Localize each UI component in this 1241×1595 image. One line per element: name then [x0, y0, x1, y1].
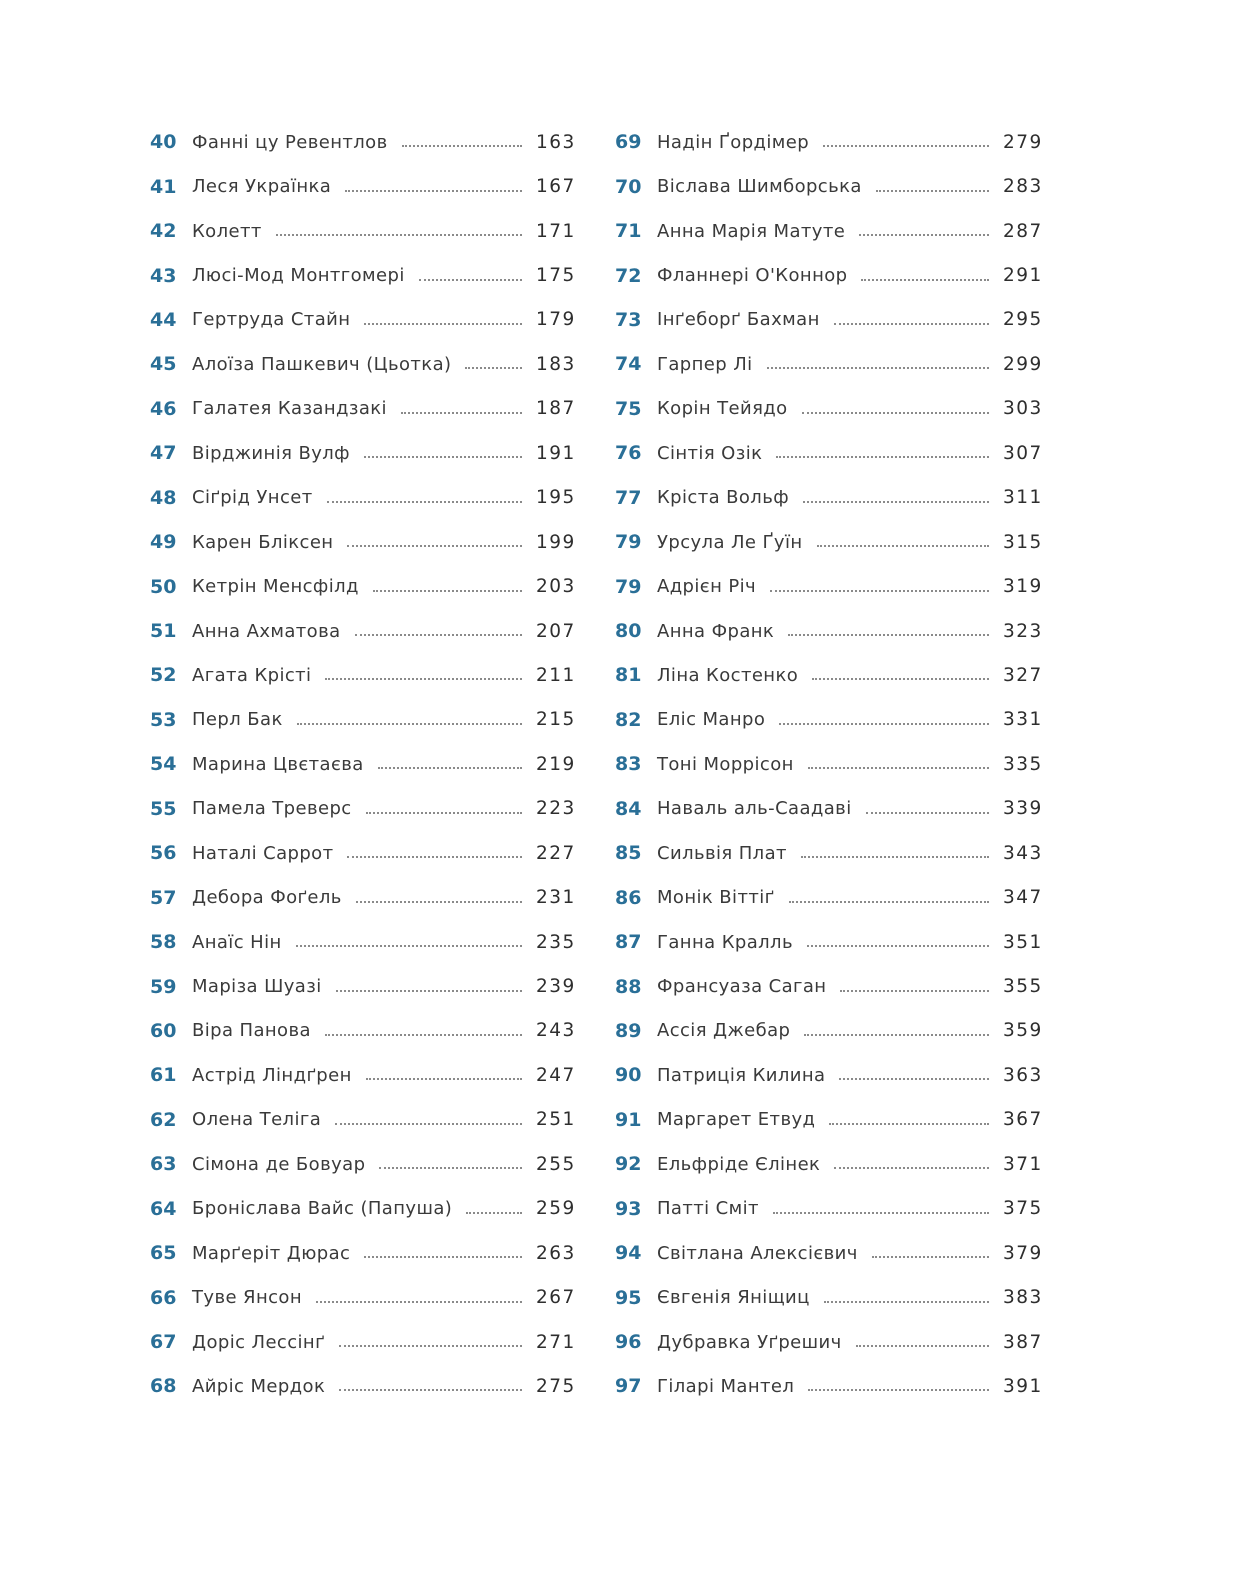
entry-number: 74	[615, 353, 642, 376]
entry-title: Памела Треверс	[192, 798, 352, 820]
entry-page: 191	[536, 442, 576, 464]
entry-title: Ліна Костенко	[657, 664, 799, 686]
entry-title: Сильвія Плат	[657, 842, 787, 864]
entry-title: Фланнері О'Коннор	[657, 265, 848, 287]
entry-number: 45	[150, 353, 177, 376]
dot-leader	[859, 234, 989, 236]
entry-number: 86	[615, 886, 642, 909]
entry-number: 76	[615, 442, 642, 465]
entry-page: 383	[1003, 1287, 1043, 1309]
toc-entry[interactable]	[150, 698, 576, 742]
entry-page: 335	[1003, 753, 1043, 775]
entry-number: 41	[150, 175, 177, 198]
entry-number: 43	[150, 264, 177, 287]
entry-title: Галатея Казандзакі	[192, 398, 387, 420]
entry-title: Світлана Алексієвич	[657, 1242, 858, 1264]
dot-leader	[804, 1034, 989, 1036]
entry-number: 60	[150, 1019, 177, 1042]
entry-number: 55	[150, 797, 177, 820]
entry-page: 223	[536, 798, 576, 820]
dot-leader	[347, 545, 522, 547]
toc-entry[interactable]	[615, 1320, 1043, 1364]
toc-entry[interactable]	[150, 1187, 576, 1231]
entry-page: 207	[536, 620, 576, 642]
entry-title: Віслава Шимборська	[657, 176, 862, 198]
dot-leader	[767, 367, 989, 369]
entry-number: 79	[615, 531, 642, 554]
entry-number: 82	[615, 708, 642, 731]
entry-page: 187	[536, 398, 576, 420]
entry-number: 65	[150, 1242, 177, 1265]
dot-leader	[364, 323, 522, 325]
entry-title: Наваль аль-Саадаві	[657, 798, 852, 820]
dot-leader	[401, 412, 522, 414]
dot-leader	[345, 190, 522, 192]
dot-leader	[801, 856, 989, 858]
toc-entry[interactable]	[615, 1231, 1043, 1275]
entry-title: Перл Бак	[192, 709, 283, 731]
entry-page: 271	[536, 1331, 576, 1353]
toc-entry[interactable]	[615, 1187, 1043, 1231]
dot-leader	[364, 456, 522, 458]
entry-page: 199	[536, 531, 576, 553]
dot-leader	[339, 1389, 522, 1391]
entry-page: 263	[536, 1242, 576, 1264]
dot-leader	[419, 279, 522, 281]
toc-entry[interactable]	[615, 609, 1043, 653]
entry-title: Франсуаза Саган	[657, 976, 827, 998]
dot-leader	[465, 367, 522, 369]
table-of-contents	[150, 120, 1043, 1409]
entry-title: Карен Бліксен	[192, 531, 334, 553]
entry-number: 40	[150, 131, 177, 154]
toc-entry[interactable]	[150, 742, 576, 786]
entry-page: 355	[1003, 976, 1043, 998]
entry-title: Євгенія Яніщиц	[657, 1287, 810, 1309]
toc-entry[interactable]	[615, 964, 1043, 1008]
toc-entry[interactable]	[615, 1053, 1043, 1097]
dot-leader	[325, 678, 522, 680]
toc-entry[interactable]	[150, 164, 576, 208]
dot-leader	[803, 501, 989, 503]
toc-entry[interactable]	[150, 875, 576, 919]
entry-title: Айріс Мердок	[192, 1375, 326, 1397]
dot-leader	[402, 145, 522, 147]
dot-leader	[866, 812, 989, 814]
entry-page: 247	[536, 1064, 576, 1086]
entry-page: 179	[536, 309, 576, 331]
toc-entry[interactable]	[615, 1275, 1043, 1319]
dot-leader	[808, 767, 989, 769]
entry-number: 84	[615, 797, 642, 820]
toc-entry[interactable]	[615, 698, 1043, 742]
toc-entry[interactable]	[150, 520, 576, 564]
dot-leader	[366, 812, 522, 814]
toc-entry[interactable]	[615, 431, 1043, 475]
entry-page: 231	[536, 887, 576, 909]
dot-leader	[296, 945, 522, 947]
entry-number: 79	[615, 575, 642, 598]
dot-leader	[779, 723, 989, 725]
entry-title: Ганна Кралль	[657, 931, 793, 953]
dot-leader	[807, 945, 989, 947]
dot-leader	[336, 990, 522, 992]
entry-title: Кетрін Менсфілд	[192, 576, 359, 598]
toc-entry[interactable]	[615, 209, 1043, 253]
toc-entry[interactable]	[150, 1320, 576, 1364]
dot-leader	[872, 1256, 989, 1258]
dot-leader	[834, 1167, 989, 1169]
toc-entry[interactable]	[615, 1142, 1043, 1186]
entry-number: 70	[615, 175, 642, 198]
toc-entry[interactable]	[150, 342, 576, 386]
entry-title: Інґеборґ Бахман	[657, 309, 820, 331]
toc-entry[interactable]	[150, 209, 576, 253]
dot-leader	[824, 1301, 989, 1303]
dot-leader	[773, 1212, 989, 1214]
toc-entry[interactable]	[150, 431, 576, 475]
entry-page: 311	[1003, 487, 1043, 509]
entry-title: Астрід Ліндґрен	[192, 1064, 352, 1086]
dot-leader	[839, 1078, 989, 1080]
entry-title: Колетт	[192, 220, 262, 242]
dot-leader	[355, 634, 522, 636]
dot-leader	[466, 1212, 522, 1214]
entry-number: 49	[150, 531, 177, 554]
entry-number: 59	[150, 975, 177, 998]
entry-number: 58	[150, 931, 177, 954]
dot-leader	[316, 1301, 522, 1303]
entry-number: 96	[615, 1331, 642, 1354]
entry-page: 375	[1003, 1198, 1043, 1220]
entry-number: 44	[150, 308, 177, 331]
entry-number: 87	[615, 931, 642, 954]
entry-page: 195	[536, 487, 576, 509]
entry-number: 94	[615, 1242, 642, 1265]
entry-number: 62	[150, 1108, 177, 1131]
entry-number: 90	[615, 1064, 642, 1087]
toc-entry[interactable]	[150, 831, 576, 875]
dot-leader	[379, 1167, 522, 1169]
entry-number: 73	[615, 308, 642, 331]
entry-title: Люсі-Мод Монтгомері	[192, 265, 405, 287]
entry-page: 303	[1003, 398, 1043, 420]
dot-leader	[364, 1256, 522, 1258]
entry-title: Надін Ґордімер	[657, 131, 810, 153]
dot-leader	[297, 723, 522, 725]
entry-title: Ельфріде Єлінек	[657, 1153, 821, 1175]
toc-entry[interactable]	[615, 1364, 1043, 1408]
toc-entry[interactable]	[150, 964, 576, 1008]
entry-title: Ассія Джебар	[657, 1020, 791, 1042]
toc-entry[interactable]	[150, 1053, 576, 1097]
entry-number: 80	[615, 620, 642, 643]
entry-title: Агата Крісті	[192, 664, 312, 686]
entry-title: Наталі Саррот	[192, 842, 334, 864]
entry-page: 239	[536, 976, 576, 998]
entry-page: 235	[536, 931, 576, 953]
entry-page: 319	[1003, 576, 1043, 598]
entry-number: 69	[615, 131, 642, 154]
entry-number: 57	[150, 886, 177, 909]
entry-number: 50	[150, 575, 177, 598]
entry-title: Кріста Вольф	[657, 487, 790, 509]
entry-title: Олена Теліга	[192, 1109, 322, 1131]
entry-title: Анна Франк	[657, 620, 775, 642]
entry-page: 275	[536, 1375, 576, 1397]
dot-leader	[829, 1123, 989, 1125]
toc-entry[interactable]	[615, 476, 1043, 520]
entry-page: 259	[536, 1198, 576, 1220]
entry-page: 287	[1003, 220, 1043, 242]
toc-entry[interactable]	[615, 875, 1043, 919]
dot-leader	[789, 901, 990, 903]
entry-title: Анна Марія Матуте	[657, 220, 846, 242]
entry-number: 52	[150, 664, 177, 687]
entry-title: Патті Сміт	[657, 1198, 759, 1220]
entry-title: Марина Цвєтаєва	[192, 753, 364, 775]
dot-leader	[812, 678, 989, 680]
entry-title: Вірджинія Вулф	[192, 442, 350, 464]
entry-page: 323	[1003, 620, 1043, 642]
toc-entry[interactable]	[615, 742, 1043, 786]
entry-page: 267	[536, 1287, 576, 1309]
toc-entry[interactable]	[150, 253, 576, 297]
entry-page: 167	[536, 176, 576, 198]
entry-page: 171	[536, 220, 576, 242]
entry-page: 367	[1003, 1109, 1043, 1131]
entry-number: 95	[615, 1286, 642, 1309]
toc-entry[interactable]	[150, 298, 576, 342]
entry-page: 215	[536, 709, 576, 731]
entry-page: 279	[1003, 131, 1043, 153]
toc-entry[interactable]	[615, 164, 1043, 208]
entry-page: 175	[536, 265, 576, 287]
entry-number: 53	[150, 708, 177, 731]
entry-number: 61	[150, 1064, 177, 1087]
dot-leader	[335, 1123, 522, 1125]
entry-title: Патриція Килина	[657, 1064, 826, 1086]
toc-entry[interactable]	[150, 1098, 576, 1142]
toc-entry[interactable]	[615, 387, 1043, 431]
entry-number: 67	[150, 1331, 177, 1354]
entry-page: 283	[1003, 176, 1043, 198]
toc-entry[interactable]	[150, 787, 576, 831]
toc-entry[interactable]	[615, 342, 1043, 386]
entry-page: 255	[536, 1153, 576, 1175]
dot-leader	[347, 856, 522, 858]
entry-title: Гертруда Стайн	[192, 309, 351, 331]
entry-title: Анна Ахматова	[192, 620, 341, 642]
dot-leader	[325, 1034, 522, 1036]
toc-entry[interactable]	[615, 520, 1043, 564]
toc-entry[interactable]	[615, 920, 1043, 964]
entry-page: 299	[1003, 353, 1043, 375]
toc-entry[interactable]	[150, 1364, 576, 1408]
entry-number: 97	[615, 1375, 642, 1398]
dot-leader	[817, 545, 989, 547]
toc-entry[interactable]	[615, 298, 1043, 342]
entry-page: 163	[536, 131, 576, 153]
entry-title: Марґеріт Дюрас	[192, 1242, 351, 1264]
dot-leader	[356, 901, 522, 903]
entry-number: 71	[615, 220, 642, 243]
dot-leader	[788, 634, 989, 636]
entry-title: Сінтія Озік	[657, 442, 763, 464]
entry-number: 56	[150, 842, 177, 865]
entry-number: 77	[615, 486, 642, 509]
entry-page: 339	[1003, 798, 1043, 820]
entry-page: 315	[1003, 531, 1043, 553]
entry-page: 243	[536, 1020, 576, 1042]
entry-number: 51	[150, 620, 177, 643]
entry-number: 72	[615, 264, 642, 287]
entry-title: Урсула Ле Ґуїн	[657, 531, 803, 553]
toc-column-right	[615, 120, 1043, 1409]
toc-entry[interactable]	[150, 609, 576, 653]
entry-number: 88	[615, 975, 642, 998]
entry-page: 219	[536, 753, 576, 775]
entry-title: Алоїза Пашкевич (Цьотка)	[192, 353, 452, 375]
toc-entry[interactable]	[615, 120, 1043, 164]
dot-leader	[840, 990, 989, 992]
toc-entry[interactable]	[615, 1009, 1043, 1053]
entry-title: Леся Українка	[192, 176, 332, 198]
dot-leader	[856, 1345, 989, 1347]
entry-number: 47	[150, 442, 177, 465]
entry-title: Броніслава Вайс (Папуша)	[192, 1198, 453, 1220]
entry-title: Монік Віттіґ	[657, 887, 775, 909]
entry-number: 89	[615, 1019, 642, 1042]
entry-page: 347	[1003, 887, 1043, 909]
toc-entry[interactable]	[615, 831, 1043, 875]
entry-title: Тоні Моррісон	[657, 753, 794, 775]
entry-title: Дубравка Уґрешич	[657, 1331, 842, 1353]
toc-entry[interactable]	[150, 1231, 576, 1275]
toc-entry[interactable]	[615, 1098, 1043, 1142]
entry-number: 63	[150, 1153, 177, 1176]
entry-number: 48	[150, 486, 177, 509]
entry-number: 92	[615, 1153, 642, 1176]
entry-number: 75	[615, 397, 642, 420]
entry-title: Еліс Манро	[657, 709, 766, 731]
entry-title: Сімона де Бовуар	[192, 1153, 366, 1175]
entry-page: 343	[1003, 842, 1043, 864]
dot-leader	[802, 412, 989, 414]
entry-page: 371	[1003, 1153, 1043, 1175]
entry-page: 211	[536, 664, 576, 686]
dot-leader	[366, 1078, 522, 1080]
toc-entry[interactable]	[150, 120, 576, 164]
entry-page: 387	[1003, 1331, 1043, 1353]
entry-title: Сіґрід Унсет	[192, 487, 313, 509]
toc-entry[interactable]	[150, 920, 576, 964]
entry-page: 391	[1003, 1375, 1043, 1397]
entry-title: Адрієн Річ	[657, 576, 757, 598]
toc-entry[interactable]	[615, 787, 1043, 831]
dot-leader	[808, 1389, 989, 1391]
toc-entry[interactable]	[615, 653, 1043, 697]
entry-page: 307	[1003, 442, 1043, 464]
toc-entry[interactable]	[150, 476, 576, 520]
entry-title: Віра Панова	[192, 1020, 311, 1042]
dot-leader	[378, 767, 522, 769]
entry-page: 295	[1003, 309, 1043, 331]
entry-number: 66	[150, 1286, 177, 1309]
entry-title: Туве Янсон	[192, 1287, 303, 1309]
dot-leader	[876, 190, 989, 192]
entry-page: 227	[536, 842, 576, 864]
entry-number: 42	[150, 220, 177, 243]
entry-page: 203	[536, 576, 576, 598]
entry-page: 331	[1003, 709, 1043, 731]
dot-leader	[276, 234, 522, 236]
toc-entry[interactable]	[150, 564, 576, 608]
entry-page: 379	[1003, 1242, 1043, 1264]
entry-title: Доріс Лессінґ	[192, 1331, 325, 1353]
entry-number: 81	[615, 664, 642, 687]
toc-entry[interactable]	[150, 1009, 576, 1053]
dot-leader	[861, 279, 989, 281]
entry-page: 327	[1003, 664, 1043, 686]
dot-leader	[327, 501, 522, 503]
dot-leader	[339, 1345, 522, 1347]
entry-title: Дебора Фоґель	[192, 887, 342, 909]
entry-number: 91	[615, 1108, 642, 1131]
dot-leader	[823, 145, 989, 147]
entry-title: Маріза Шуазі	[192, 976, 322, 998]
entry-number: 64	[150, 1197, 177, 1220]
entry-page: 183	[536, 353, 576, 375]
toc-entry[interactable]	[150, 1142, 576, 1186]
dot-leader	[770, 590, 989, 592]
toc-column-left	[150, 120, 576, 1409]
toc-entry[interactable]	[150, 1275, 576, 1319]
entry-page: 359	[1003, 1020, 1043, 1042]
entry-title: Гіларі Мантел	[657, 1375, 795, 1397]
entry-number: 83	[615, 753, 642, 776]
dot-leader	[834, 323, 989, 325]
entry-page: 291	[1003, 265, 1043, 287]
entry-page: 351	[1003, 931, 1043, 953]
entry-page: 251	[536, 1109, 576, 1131]
entry-title: Анаїс Нін	[192, 931, 282, 953]
entry-title: Корін Тейядо	[657, 398, 788, 420]
entry-number: 46	[150, 397, 177, 420]
toc-entry[interactable]	[150, 387, 576, 431]
dot-leader	[373, 590, 522, 592]
entry-page: 363	[1003, 1064, 1043, 1086]
entry-number: 68	[150, 1375, 177, 1398]
entry-title: Фанні цу Ревентлов	[192, 131, 388, 153]
toc-entry[interactable]	[615, 253, 1043, 297]
dot-leader	[776, 456, 989, 458]
entry-number: 93	[615, 1197, 642, 1220]
entry-title: Гарпер Лі	[657, 353, 753, 375]
toc-entry[interactable]	[150, 653, 576, 697]
entry-number: 54	[150, 753, 177, 776]
toc-entry[interactable]	[615, 564, 1043, 608]
entry-number: 85	[615, 842, 642, 865]
entry-title: Маргарет Етвуд	[657, 1109, 816, 1131]
